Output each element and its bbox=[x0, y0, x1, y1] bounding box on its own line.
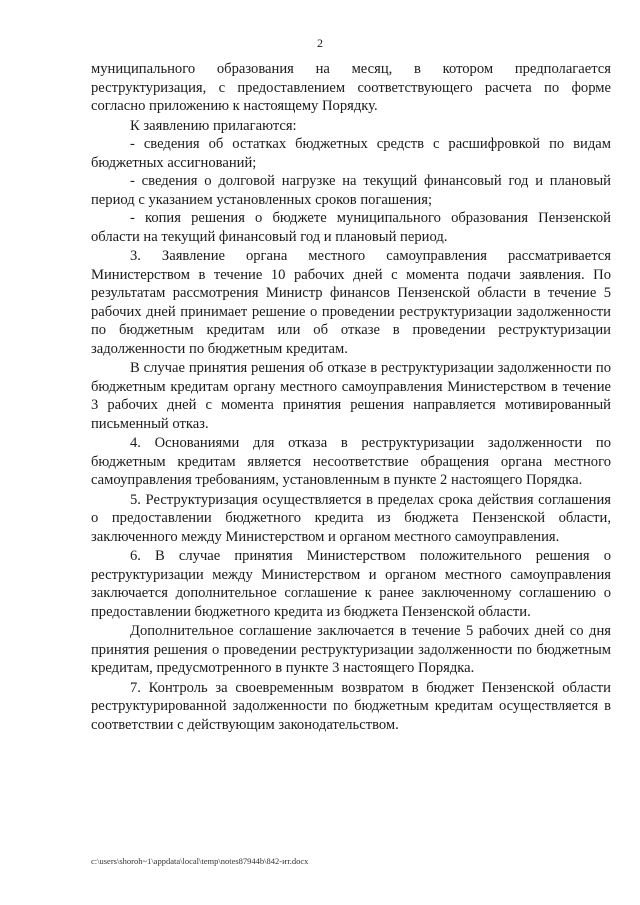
paragraph: муниципального образования на месяц, в котором предполагается реструктуризация, с предоставлением соответствующего расчета по форме согласно приложению к настоящему Порядку. bbox=[91, 61, 611, 114]
page-number: 2 bbox=[317, 36, 323, 50]
paragraph: В случае принятия решения об отказе в реструктуризации задолженности по бюджетным кредитам органу местного самоуправления Министерством в течение 3 рабочих дней с момента принятия решения направляется мотивированный письменный отказ. bbox=[91, 360, 611, 432]
paragraph: 7. Контроль за своевременным возвратом в бюджет Пензенской области реструктурированной задолженности по бюджетным кредитам осуществляется в соответствии с действующим законодательством. bbox=[91, 679, 611, 733]
document-body bbox=[91, 60, 611, 734]
paragraph: К заявлению прилагаются: bbox=[130, 117, 297, 134]
paragraph: 6. В случае принятия Министерством положительного решения о реструктуризации между Министерством и органом местного самоуправления заключается дополнительное соглашение к ранее заключенному соглашению о предоставлении бюджетного кредита из бюджета Пензенской области. bbox=[91, 548, 611, 620]
paragraph: 3. Заявление органа местного самоуправления рассматривается Министерством в течение 10 рабочих дней с момента подачи заявления. По результатам рассмотрения Министр финансов Пензенской области в течение 5 рабочих дней принимает решение о проведении реструктуризации задолженности по бюджетным кредитам или об отказе в проведении реструктуризации задолженности по бюджетным кредитам. bbox=[91, 248, 611, 357]
footer-file-path: c:\users\shoroh~1\appdata\local\temp\notes87944b\842-ит.docx bbox=[91, 856, 309, 866]
paragraph: 4. Основаниями для отказа в реструктуризации задолженности по бюджетным кредитам является несоответствие обращения органа местного самоуправления требованиям, установленным в пункте 2 настоящего Порядка. bbox=[91, 435, 611, 488]
list-item: - копия решения о бюджете муниципального образования Пензенской области на текущий финансовый год и плановый период. bbox=[91, 210, 611, 245]
paragraph: Дополнительное соглашение заключается в течение 5 рабочих дней со дня принятия решения о проведении реструктуризации задолженности по бюджетным кредитам, предусмотренного в пункте 3 настоящего Порядка. bbox=[91, 623, 611, 676]
list-item: - сведения о долговой нагрузке на текущий финансовый год и плановый период с указанием установленных сроков погашения; bbox=[91, 173, 611, 208]
paragraph: 5. Реструктуризация осуществляется в пределах срока действия соглашения о предоставлении бюджетного кредита из бюджета Пензенской области, заключенного между Министерством и органом местного самоуправления. bbox=[91, 491, 611, 545]
list-item: - сведения об остатках бюджетных средств с расшифровкой по видам бюджетных ассигнований; bbox=[91, 136, 611, 171]
